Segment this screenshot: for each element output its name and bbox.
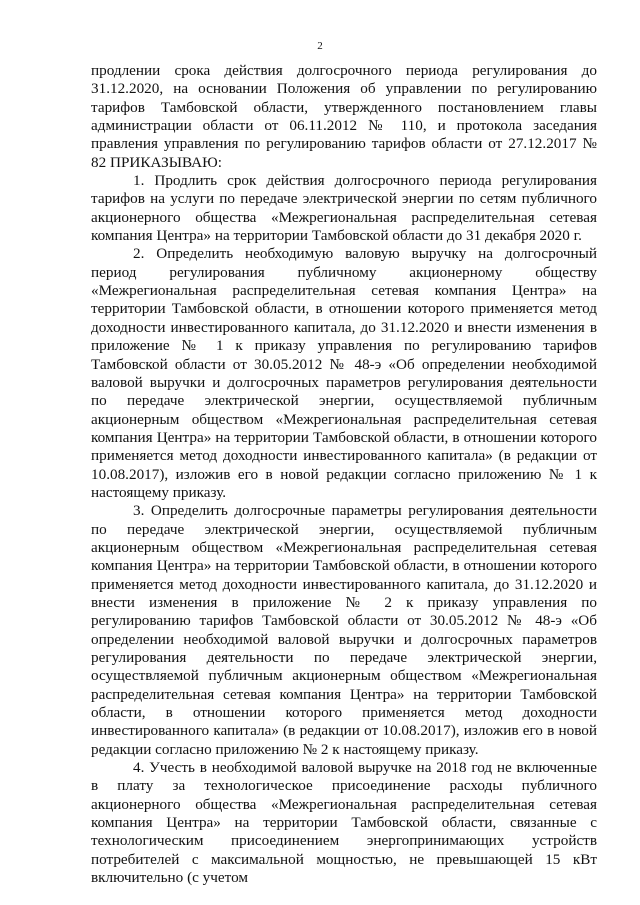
- paragraph-item-3: 3. Определить долгосрочные параметры регулирования деятельности по передаче электрической энергии, осуществляемой публичным акционерным обществом «Межрегиональная распределительная сетевая компания Центра» на территории Тамбовской области, в отношении которого применяется метод доходности инвестированного капитала, до 31.12.2020 и внести изменения в приложение № 2 к приказу управления по регулированию тарифов Тамбовской области от 30.05.2012 № 48-э «Об определении необходимой валовой выручки и долгосрочных параметров регулирования деятельности по передаче электрической энергии, осуществляемой публичным акционерным обществом «Межрегиональная распределительная сетевая компания Центра» на территории Тамбовской области, в отношении которого применяется метод доходности инвестированного капитала» (в редакции от 10.08.2017), изложив его в новой редакции согласно приложению № 2 к настоящему приказу.: [91, 502, 597, 758]
- paragraph-item-2: 2. Определить необходимую валовую выручку на долгосрочный период регулирования публичному акционерному обществу «Межрегиональная распределительная сетевая компания Центра» на территории Тамбовской области, в отношении которого применяется метод доходности инвестированного капитала, до 31.12.2020 и внести изменения в приложение № 1 к приказу управления по регулированию тарифов Тамбовской области от 30.05.2012 № 48-э «Об определении необходимой валовой выручки и долгосрочных параметров регулирования деятельности по передаче электрической энергии, осуществляемой публичным акционерным обществом «Межрегиональная распределительная сетевая компания Центра» на территории Тамбовской области, в отношении которого применяется метод доходности инвестированного капитала» (в редакции от 10.08.2017), изложив его в новой редакции согласно приложению № 1 к настоящему приказу.: [91, 245, 597, 501]
- document-body: [91, 62, 597, 887]
- paragraph-preamble: продлении срока действия долгосрочного периода регулирования до 31.12.2020, на основании Положения об управлении по регулированию тарифов Тамбовской области, утвержденного постановлением главы администрации области от 06.11.2012 № 110, и протокола заседания правления управления по регулированию тарифов области от 27.12.2017 № 82 ПРИКАЗЫВАЮ:: [91, 62, 597, 171]
- page-number: 2: [317, 40, 323, 52]
- paragraph-item-4: 4. Учесть в необходимой валовой выручке на 2018 год не включенные в плату за технологическое присоединение расходы публичного акционерного общества «Межрегиональная распределительная сетевая компания Центра» на территории Тамбовской области, связанные с технологическим присоединением энергопринимающих устройств потребителей с максимальной мощностью, не превышающей 15 кВт включительно (с учетом: [91, 759, 597, 887]
- paragraph-item-1: 1. Продлить срок действия долгосрочного периода регулирования тарифов на услуги по передаче электрической энергии по сетям публичного акционерного общества «Межрегиональная распределительная сетевая компания Центра» на территории Тамбовской области до 31 декабря 2020 г.: [91, 172, 597, 245]
